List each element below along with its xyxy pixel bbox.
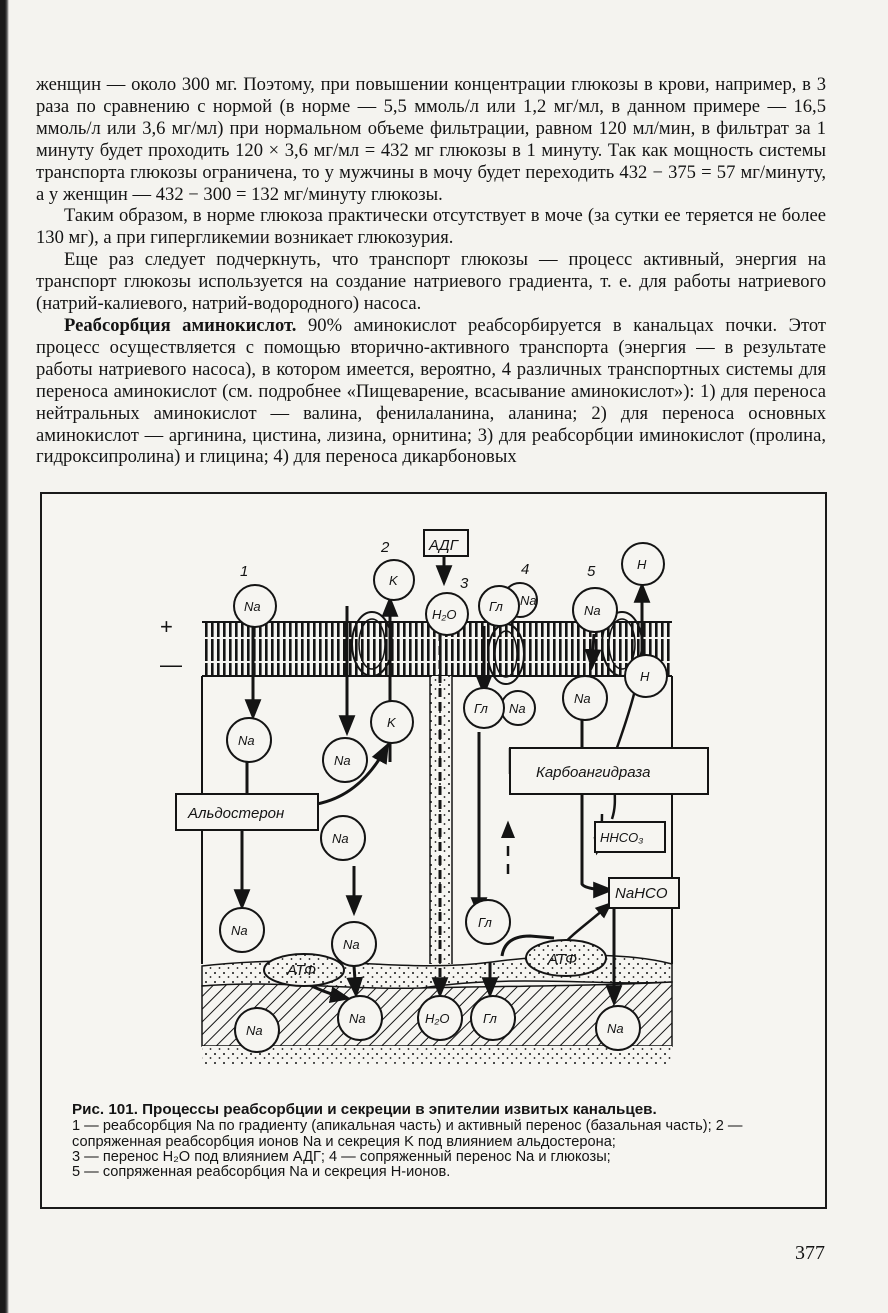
process-number-1: 1 — [240, 563, 249, 580]
process-number-2: 2 — [381, 539, 390, 556]
na-circle-2-cell — [323, 738, 367, 782]
svg-text:Na: Na — [520, 593, 537, 608]
k-circle-cell — [371, 701, 413, 743]
svg-text:Гл: Гл — [474, 701, 488, 716]
gl-circle-cell — [464, 688, 504, 728]
atp-label-left: АТФ — [287, 962, 317, 979]
svg-text:Na: Na — [607, 1021, 624, 1036]
na-circle-5-lumen — [573, 588, 617, 632]
hhco3-label: HHCO₃ — [600, 830, 644, 845]
atp-label-right: АТФ — [548, 951, 578, 968]
svg-text:Na: Na — [231, 923, 248, 938]
svg-text:Na: Na — [343, 937, 360, 952]
figure-caption — [72, 1102, 807, 1180]
svg-text:H₂O: H₂O — [425, 1011, 450, 1026]
caption-line-3: 5 — сопряженная реабсорбция Na и секреция H-ионов. — [72, 1164, 451, 1181]
svg-text:Гл: Гл — [483, 1011, 497, 1026]
na-circle-2-mid — [321, 816, 365, 860]
page-spine-shadow — [0, 0, 9, 1313]
na-circle-2-lower — [332, 922, 376, 966]
svg-text:Na: Na — [332, 831, 349, 846]
svg-text:Na: Na — [349, 1011, 366, 1026]
paragraph-1: женщин — около 300 мг. Поэтому, при повышении концентрации глюкозы в крови, например, в 3 раза по сравнению с нормой (в норме — 5,5 ммоль/л или 1,2 мг/мл, в данном примере — 16,5 ммоль/л или 3,6 мг/мл) при нормальном объеме фильтрации, равном 120 мл/мин, в фильтрат за 1 минуту будет проходить 120 × 3,6 мг/мл = 432 мг глюкозы в 1 минуту. Так как мощность системы транспорта глюкозы ограничена, то у мужчины в мочу будет переходить 432 − 375 = 57 мг/минуту, а у женщин — 432 − 300 = 132 мг/минуту глюкозы. — [36, 74, 826, 205]
gl-circle-blood — [471, 996, 515, 1040]
svg-text:Na: Na — [334, 753, 351, 768]
svg-text:H₂O: H₂O — [432, 607, 457, 622]
svg-text:K: K — [389, 573, 398, 588]
svg-text:Na: Na — [244, 599, 261, 614]
body-text — [36, 74, 826, 468]
gl-circle-lower — [466, 900, 510, 944]
carbonic-anhydrase-label: Карбоангидраза — [536, 764, 651, 781]
process-number-4: 4 — [521, 561, 530, 578]
h-circle-lumen — [622, 543, 664, 585]
na-circle-2-blood — [338, 996, 382, 1040]
na-circle-1-cell — [227, 718, 271, 762]
svg-text:Гл: Гл — [489, 599, 503, 614]
page-number: 377 — [795, 1242, 825, 1264]
caption-title: Рис. 101. Процессы реабсорбции и секреции в эпителии извитых канальцев. — [72, 1101, 657, 1118]
paragraph-lead: Реабсорбция аминокислот. — [64, 314, 297, 336]
svg-text:Na: Na — [574, 691, 591, 706]
aldosterone-label: Альдостерон — [188, 805, 285, 822]
paragraph-2: Таким образом, в норме глюкоза практически отсутствует в моче (за сутки ее теряется не более 130 мг), а при гипергликемии возникает глюкозурия. — [36, 205, 826, 249]
paragraph-4: Реабсорбция аминокислот. 90% аминокислот реабсорбируется в канальцах почки. Этот процесс осуществляется с помощью вторично-активного транспорта (энергия — в результате работы натриевого насоса), в котором имеется, вероятно, 4 различных транспортных системы для переноса аминокислот (см. подробнее «Пищеварение, всасывание аминокислот»): 1) для переноса нейтральных аминокислот — валина, фенилаланина, аланина; 2) для переноса основных аминокислот — аргинина, цистина, лизина, орнитина; 3) для реабсорбции иминокислот (пролина, гидроксипролина) и глицина; 4) для переноса дикарбоновых — [36, 314, 826, 468]
na-circle-1-lower — [220, 908, 264, 952]
caption-line-2: 3 — перенос H₂O под влиянием АДГ; 4 — сопряженный перенос Na и глюкозы; — [72, 1148, 611, 1165]
svg-text:Na: Na — [584, 603, 601, 618]
svg-text:Гл: Гл — [478, 915, 492, 930]
svg-text:H: H — [637, 557, 647, 572]
h2o-circle-blood — [418, 996, 462, 1040]
h-circle-cell — [625, 655, 667, 697]
plus-sign: + — [160, 614, 173, 639]
nahco-label: NaHCO — [615, 885, 668, 902]
na-circle-5-blood — [596, 1006, 640, 1050]
paragraph-3: Еще раз следует подчеркнуть, что транспорт глюкозы — процесс активный, энергия на транспорт глюкозы используется на создание натриевого градиента, т. е. для работы натриевого (натрий-калиевого, натрий-водородного) насоса. — [36, 249, 826, 315]
svg-text:K: K — [387, 715, 396, 730]
na-circle-1-lumen — [234, 585, 276, 627]
k-circle-lumen — [374, 560, 414, 600]
svg-text:H: H — [640, 669, 650, 684]
figure-101 — [40, 492, 827, 1209]
minus-sign: — — [160, 652, 182, 677]
h2o-circle-lumen — [426, 593, 468, 635]
process-number-5: 5 — [587, 563, 596, 580]
process-number-3: 3 — [460, 575, 469, 592]
adh-label: АДГ — [429, 537, 458, 554]
gl-circle-lumen — [479, 586, 519, 626]
na-circle-1-blood — [235, 1008, 279, 1052]
svg-text:Na: Na — [509, 701, 526, 716]
svg-text:Na: Na — [238, 733, 255, 748]
interstitium — [202, 1046, 672, 1066]
na-circle-4-cell — [501, 691, 535, 725]
na-circle-5-cell — [563, 676, 607, 720]
svg-text:Na: Na — [246, 1023, 263, 1038]
caption-line-1: 1 — реабсорбция Na по градиенту (апикальная часть) и активный перенос (базальная часть); 2 — сопряженная реабсорбция ионов Na и секреция K под влиянием альдостерона; — [72, 1118, 743, 1150]
